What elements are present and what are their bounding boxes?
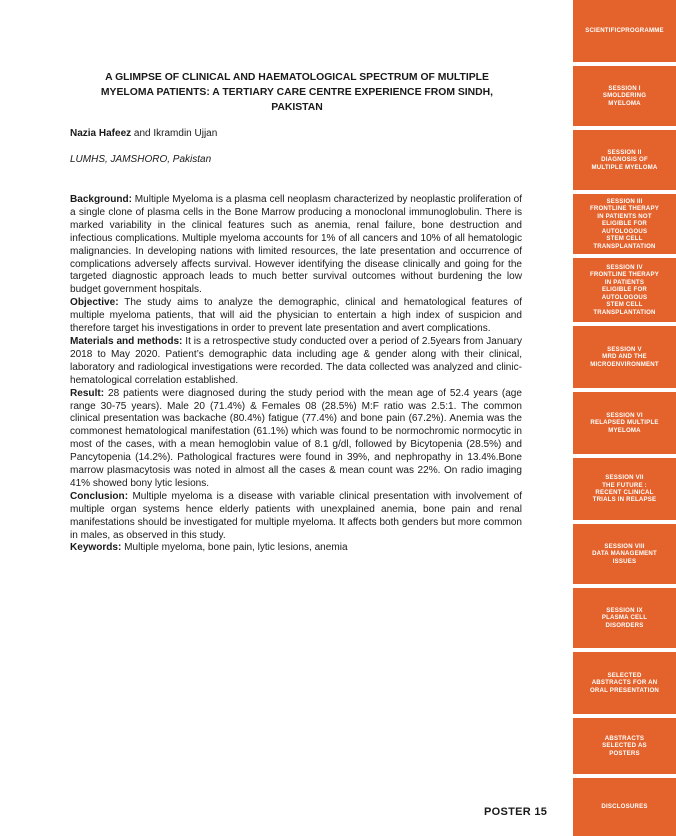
tab-line: MRD AND THE xyxy=(602,353,647,361)
section-text: It is a retrospective study conducted over a period of 2.5years from January 2018 to May 2020. Patient’s demographic data including age & gender along with their clinical, laboratory and radiological investigations were recorded. The data collected was analyzed and clinic-hematological correlation established. xyxy=(70,335,522,386)
tab-line: IN PATIENTS NOT xyxy=(597,212,652,220)
section-text: The study aims to analyze the demographic, clinical and hematological features of multiple myeloma patients, that will aid the physician to entertain a high index of suspicion and therefore target his investigations in order to prevent late presentation and avert complications. xyxy=(70,297,522,335)
tab-line: MYELOMA xyxy=(608,99,641,107)
sidebar-tab-session-5[interactable] xyxy=(573,326,676,388)
tab-line: ABSTRACTS FOR AN xyxy=(591,679,658,687)
tab-line: MYELOMA xyxy=(608,426,641,434)
tab-line: FRONTLINE THERAPY xyxy=(589,205,660,213)
section-text: 28 patients were diagnosed during the study period with the mean age of 52.4 years (age range 30-75 years). Male 20 (71.4%) & Females 08 (28.5%) M:F ratio was 2.5:1. The common clinical presentation was backache (80.4%) fatigue (77.4%) and bone pain (67.2%). Anemia was the commonest hematological manifestation (61.1%) which was found to be normochromic normocytic in most of the cases, with a mean hemoglobin value of 8.1 g/dl, followed by Bicytopenia (28.5%) and Pancytopenia (14.2%). Pathological fractures were found in 39%, and nephropathy in 13.4%.Bone marrow plasmacytosis was noted in almost all the cases & mean count was 22%. On radio imaging 41% showed bony lytic lesions. xyxy=(70,387,522,489)
sidebar-tab-session-6[interactable] xyxy=(573,392,676,454)
tab-line: DIAGNOSIS OF xyxy=(601,156,648,164)
tab-line: FRONTLINE THERAPY xyxy=(589,271,660,279)
tab-line: POSTERS xyxy=(609,749,640,757)
section-heading: Background: xyxy=(70,194,132,205)
tab-line: STEM CELL xyxy=(606,301,643,309)
sidebar-tab-session-3[interactable] xyxy=(573,194,676,254)
sidebar-tab-session-2[interactable] xyxy=(573,130,676,190)
tab-line: SESSION VIII xyxy=(604,542,645,550)
tab-line: SESSION III xyxy=(606,198,643,206)
tab-line: SMOLDERING xyxy=(602,92,647,100)
tab-line: TRANSPLANTATION xyxy=(593,308,656,316)
sidebar-tab-session-7[interactable] xyxy=(573,458,676,520)
sidebar-tab-poster-abstracts[interactable] xyxy=(573,718,676,774)
tab-line: SESSION V xyxy=(607,345,642,353)
abstract-title: A GLIMPSE OF CLINICAL AND HAEMATOLOGICAL SPECTRUM OF MULTIPLE MYELOMA PATIENTS: A TERTIARY CARE CENTRE EXPERIENCE FROM SINDH, PAKISTAN xyxy=(100,72,494,113)
tab-line: ORAL PRESENTATION xyxy=(589,686,660,694)
tab-line: SESSION VII xyxy=(605,474,644,482)
section-heading: Materials and methods: xyxy=(70,335,183,347)
co-authors: and Ikramdin Ujjan xyxy=(131,128,218,139)
tab-line: IN PATIENTS xyxy=(604,278,645,286)
tab-line: ELIGIBLE FOR xyxy=(601,220,648,228)
section-text: Multiple myeloma, bone pain, lytic lesions, anemia xyxy=(121,542,348,554)
sidebar-tab-session-9[interactable] xyxy=(573,588,676,648)
tab-line: RECENT CLINICAL xyxy=(595,489,654,496)
sidebar-tab-scientific-programme[interactable] xyxy=(573,0,676,62)
section-sidebar xyxy=(573,0,676,836)
sidebar-tab-session-4[interactable] xyxy=(573,258,676,322)
tab-line: AUTOLOGOUS xyxy=(601,227,648,235)
tab-line: RELAPSED MULTIPLE xyxy=(590,419,659,427)
tab-line: MULTIPLE MYELOMA xyxy=(591,163,658,171)
tab-line: THE FUTURE : xyxy=(602,481,647,489)
section-text: Multiple Myeloma is a plasma cell neoplasm characterized by neoplastic proliferation of a single clone of plasma cells in the Bone Marrow producing a monoclonal immunoglobulin. There is marked variability in the clinical features such as anemia, renal failure, bone destruction and infectious complications. Multiple myeloma accounts for 1% of all cancers and 10% of all hematologic malignancies. In developing nations with limited resources, the late presentation and occurrence of complications adversely affects survival. However identifying the disease clinically and going for the targeted diagnostic approach leads to much better survival outcomes without burdening the low budget government hospitals. xyxy=(70,194,522,296)
result-paragraph xyxy=(70,388,522,491)
sidebar-tab-oral-abstracts[interactable] xyxy=(573,652,676,714)
tab-line: DATA MANAGEMENT xyxy=(592,550,657,558)
tab-line: ISSUES xyxy=(612,557,637,565)
tab-line: ABSTRACTS xyxy=(604,734,645,742)
affiliation: LUMHS, JAMSHORO, Pakistan xyxy=(70,154,212,165)
section-heading: Keywords: xyxy=(70,542,122,554)
tab-line: STEM CELL xyxy=(606,235,643,243)
tab-line: SESSION VI xyxy=(606,411,643,419)
tab-line: SESSION IX xyxy=(606,606,643,614)
sidebar-tab-disclosures[interactable] xyxy=(573,778,676,836)
section-heading: Objective: xyxy=(70,297,119,309)
conclusion-paragraph xyxy=(70,491,522,543)
tab-line: SESSION IV xyxy=(606,264,643,272)
objective-paragraph xyxy=(70,297,522,336)
tab-line: AUTOLOGOUS xyxy=(601,293,648,301)
methods-paragraph xyxy=(70,336,522,388)
tab-line: DISCLOSURES xyxy=(601,803,648,811)
tab-line: PLASMA CELL xyxy=(601,614,648,622)
author-line xyxy=(70,128,217,139)
abstract-body xyxy=(70,194,522,555)
tab-line: ELIGIBLE FOR xyxy=(601,286,648,294)
poster-number: POSTER 15 xyxy=(484,806,548,818)
tab-line: SCIENTIFIC xyxy=(585,27,622,35)
tab-line: SESSION II xyxy=(607,148,642,156)
tab-line: SESSION I xyxy=(608,84,641,92)
section-heading: Result: xyxy=(70,387,105,399)
section-text: Multiple myeloma is a disease with variable clinical presentation with involvement of multiple organ systems hence elderly patients with unexplained anemia, bone pain and renal manifestations should be investigated for multiple myeloma. It affects both genders but more common in males, as observed in this study. xyxy=(70,490,522,541)
background-paragraph xyxy=(70,194,522,297)
tab-line: SELECTED xyxy=(607,671,642,679)
tab-line: MICROENVIRONMENT xyxy=(590,360,659,368)
tab-line: TRIALS IN RELAPSE xyxy=(592,496,657,504)
tab-line: TRANSPLANTATION xyxy=(593,242,656,250)
keywords-paragraph xyxy=(70,542,522,555)
tab-line: SELECTED AS xyxy=(602,742,647,750)
sidebar-tab-session-8[interactable] xyxy=(573,524,676,584)
sidebar-tab-session-1[interactable] xyxy=(573,66,676,126)
first-author: Nazia Hafeez xyxy=(70,128,132,139)
section-heading: Conclusion: xyxy=(70,490,129,502)
tab-line: DISORDERS xyxy=(605,621,644,629)
tab-line: PROGRAMME xyxy=(621,27,664,35)
